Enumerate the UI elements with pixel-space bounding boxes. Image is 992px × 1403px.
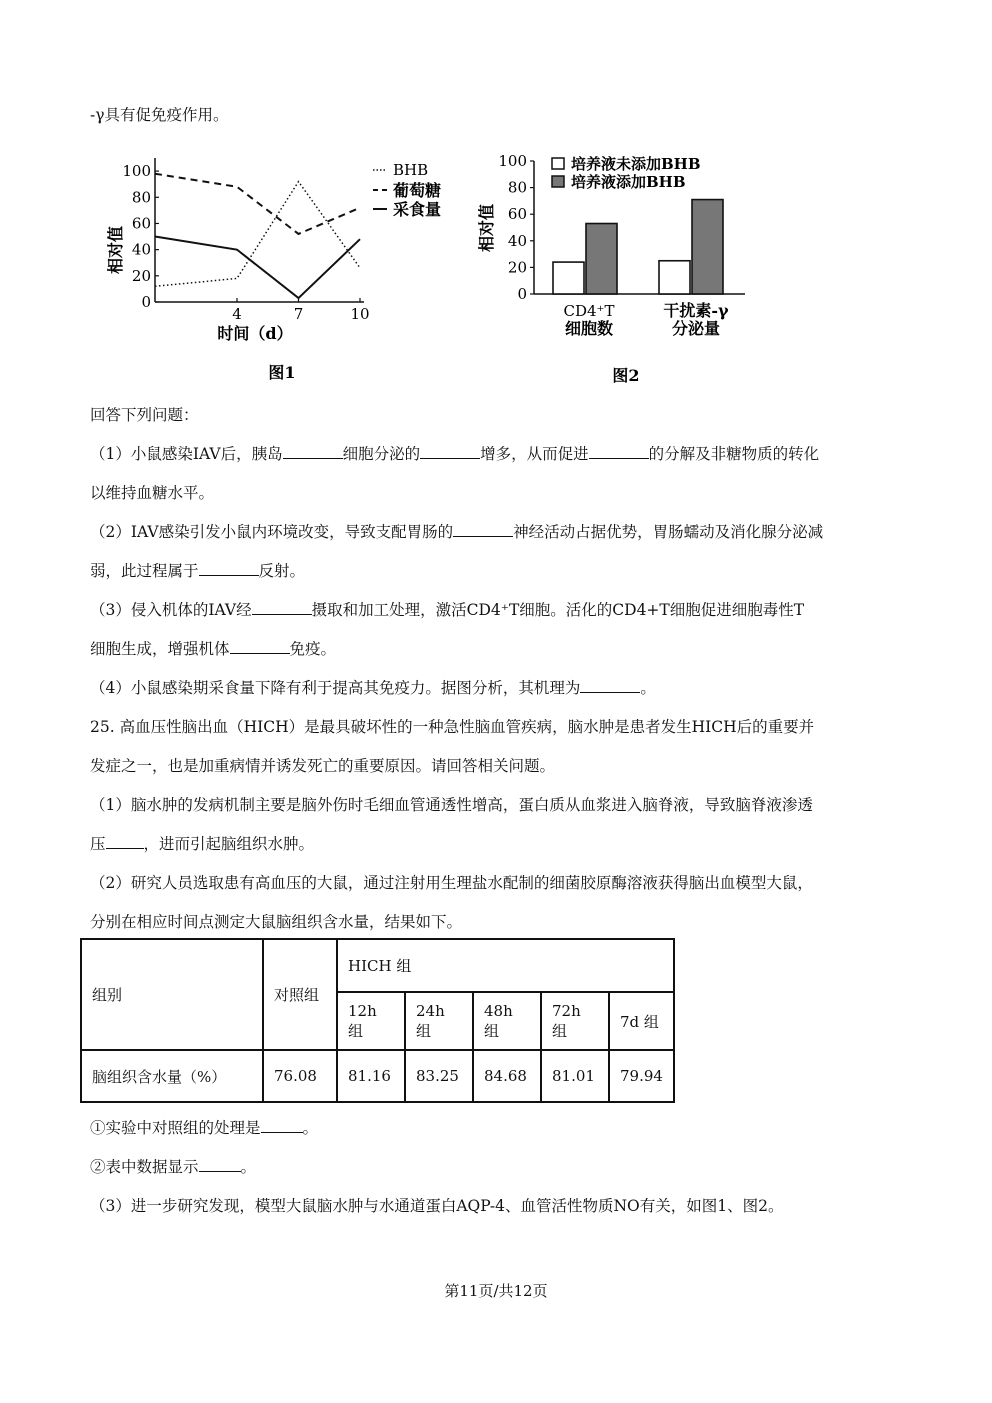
fig2-y-tick-label: 20	[507, 258, 527, 277]
q25-sub2: ②表中数据显示 。	[90, 1158, 257, 1176]
fig2-legend-bhb: 培养液添加BHB	[571, 173, 686, 191]
answer-blank[interactable]	[199, 1157, 241, 1172]
fig1-legend-bhb: BHB	[393, 161, 429, 179]
figure-2	[470, 148, 770, 393]
fig2-bar-1-0	[659, 261, 690, 294]
answer-blank[interactable]	[580, 678, 640, 693]
fig2-ylabel: 相对值	[477, 203, 496, 253]
table-header-control: 对照组	[263, 939, 337, 1050]
answer-blank[interactable]	[230, 639, 290, 654]
fig2-bar-0-0	[553, 262, 584, 294]
fig1-xlabel: 时间（d）	[217, 324, 293, 343]
fig2-y-tick-label: 40	[507, 231, 527, 250]
answer-blank[interactable]	[420, 444, 480, 459]
answer-blank[interactable]	[261, 1118, 303, 1133]
fig2-legend-swatch-no-bhb	[552, 158, 564, 169]
intro-line: -γ具有促免疫作用。	[90, 106, 229, 124]
fig1-y-tick-labels	[122, 162, 159, 311]
fig2-y-tick-label: 80	[507, 178, 527, 197]
answer-blank[interactable]	[106, 834, 144, 849]
q25-line7: （3）进一步研究发现，模型大鼠脑水肿与水通道蛋白AQP-4、血管活性物质NO有关，如图1、图2。	[90, 1197, 784, 1215]
q24-part2-line2: 弱，此过程属于 反射。	[90, 562, 306, 580]
q24-part1-line2: 以维持血糖水平。	[90, 484, 215, 502]
q25-sub1: ①实验中对照组的处理是 。	[90, 1119, 319, 1137]
fig1-ylabel: 相对值	[106, 225, 125, 275]
q24-part3-line2: 细胞生成，增强机体 免疫。	[90, 640, 337, 658]
fig2-cat2-line1: 干扰素-γ	[663, 301, 729, 320]
q25-line1: 25. 高血压性脑出血（HICH）是最具破坏性的一种急性脑血管疾病，脑水肿是患者发生HICH后的重要并	[90, 718, 815, 736]
fig1-y-tick-label: 0	[141, 293, 151, 311]
fig1-x-tick-label: 10	[350, 305, 370, 323]
q24-part3-line1: （3）侵入机体的IAV经 摄取和加工处理，激活CD4⁺T细胞。活化的CD4+T细胞促进细胞毒性T	[90, 601, 805, 619]
fig1-series-line-1	[155, 174, 360, 234]
table-header-hich: HICH 组	[337, 939, 674, 992]
table-subheader: 7d 组	[609, 992, 674, 1050]
table-subheader: 72h 组	[541, 992, 609, 1050]
fig1-x-tick-label: 7	[293, 305, 304, 323]
fig1-x-tick-label: 4	[232, 305, 242, 323]
fig2-bar-0-1	[586, 224, 617, 294]
fig1-y-tick-label: 80	[131, 188, 151, 207]
table-subheader: 48h 组	[473, 992, 541, 1050]
fig2-legend-swatch-bhb	[552, 176, 564, 187]
q24-part2-line1: （2）IAV感染引发小鼠内环境改变，导致支配胃肠的 神经活动占据优势，胃肠蠕动及消化腺分泌减	[90, 523, 824, 541]
answer-blank[interactable]	[453, 522, 513, 537]
q25-line2: 发症之一，也是加重病情并诱发死亡的重要原因。请回答相关问题。	[90, 757, 556, 775]
fig2-legend-no-bhb: 培养液未添加BHB	[571, 155, 701, 173]
table-cell: 76.08	[263, 1050, 337, 1102]
answer-blank[interactable]	[252, 600, 312, 615]
figure-1	[95, 150, 465, 390]
q25-line4: 压 ，进而引起脑组织水肿。	[90, 835, 315, 853]
q25-line6: 分别在相应时间点测定大鼠脑组织含水量，结果如下。	[90, 913, 463, 931]
fig1-y-tick-label: 60	[131, 214, 151, 233]
q24-part1-line1: （1）小鼠感染IAV后，胰岛 细胞分泌的 增多，从而促进 的分解及非糖物质的转化	[90, 445, 820, 463]
fig1-y-tick-label: 20	[131, 266, 151, 285]
answer-blank[interactable]	[589, 444, 649, 459]
fig1-y-tick-label: 100	[122, 162, 151, 181]
table-row-label: 脑组织含水量（%）	[81, 1050, 263, 1102]
q24-part4: （4）小鼠感染期采食量下降有利于提高其免疫力。据图分析，其机理为 。	[90, 679, 656, 697]
fig1-series-line-0	[155, 182, 360, 287]
fig2-y-tick-label: 100	[498, 152, 527, 170]
table-cell: 83.25	[405, 1050, 473, 1102]
table-cell: 79.94	[609, 1050, 674, 1102]
fig2-y-tick-label: 0	[517, 285, 527, 303]
questions-intro: 回答下列问题：	[90, 406, 199, 424]
fig1-series	[155, 174, 360, 298]
fig2-bars	[553, 200, 723, 294]
table-cell: 84.68	[473, 1050, 541, 1102]
table-row	[81, 1050, 674, 1102]
fig1-y-tick-label: 40	[131, 240, 151, 259]
table-subheader: 12h 组	[337, 992, 405, 1050]
table-subheader: 24h 组	[405, 992, 473, 1050]
q25-line5: （2）研究人员选取患有高血压的大鼠，通过注射用生理盐水配制的细菌胶原酶溶液获得脑出血模型大鼠，	[90, 874, 813, 892]
table-cell: 81.01	[541, 1050, 609, 1102]
fig2-y-tick-labels	[498, 152, 534, 303]
fig1-legend-glucose: 葡萄糖	[393, 181, 442, 200]
fig2-caption: 图2	[612, 366, 640, 385]
table-cell: 81.16	[337, 1050, 405, 1102]
fig2-cat2-line2: 分泌量	[671, 319, 721, 338]
page-footer: 第11页/共12页	[444, 1282, 548, 1300]
results-table	[80, 938, 675, 1103]
answer-blank[interactable]	[283, 444, 343, 459]
q25-line3: （1）脑水肿的发病机制主要是脑外伤时毛细血管通透性增高，蛋白质从血浆进入脑脊液，导致脑脊液渗透	[90, 796, 813, 814]
fig2-cat1-line2: 细胞数	[564, 319, 614, 338]
answer-blank[interactable]	[199, 561, 259, 576]
fig1-legend-intake: 采食量	[393, 200, 442, 219]
fig2-cat1-line1: CD4⁺T	[563, 302, 615, 320]
fig1-caption: 图1	[268, 363, 296, 382]
fig2-y-tick-label: 60	[507, 205, 527, 224]
fig2-bar-1-1	[692, 200, 723, 294]
table-header-group: 组别	[81, 939, 263, 1050]
